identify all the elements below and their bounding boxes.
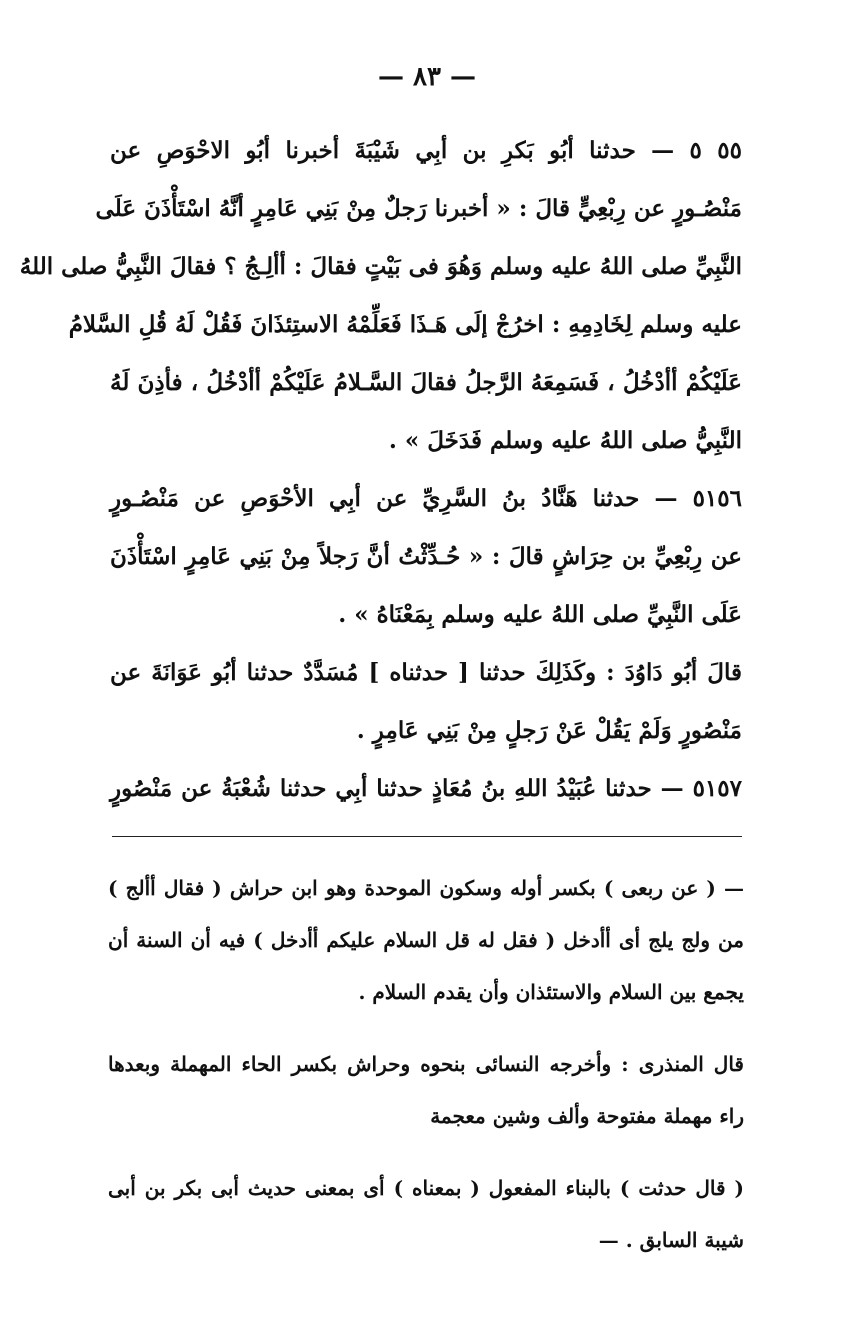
footnote-line-5: راء مهملة مفتوحة وألف وشين معجمة bbox=[430, 1104, 744, 1128]
hadith-5155-line-6: النَّبِيُّ صلى اللهُ عليه وسلم فَدَخَلَ » . bbox=[388, 427, 742, 454]
footnote-gap bbox=[108, 1142, 744, 1162]
footnote-line-7: شيبة السابق . — bbox=[598, 1228, 744, 1252]
footnote-line-6: ( قال حدثت ) بالبناء المفعول ( بمعناه ) أى بمعنى حديث أبى بكر بن أبى bbox=[108, 1176, 744, 1200]
footnote-line-4: قال المنذرى : وأخرجه النسائى بنحوه وحراش بكسر الحاء المهملة وبعدها bbox=[108, 1052, 744, 1076]
hadith-5155-line-1: ٥٥ ٥ — حدثنا أبُو بَكرِ بن أبِي شَيْبَةَ أخبرنا أبُو الاحْوَصِ عن bbox=[110, 137, 742, 164]
footnote-line-3: يجمع بين السلام والاستئذان وأن يقدم السلام . bbox=[358, 980, 744, 1004]
hadith-5156-line-2: عن رِبْعِيِّ بن حِرَاشٍ قالَ : « حُـدِّثْتُ أنَّ رَجلاً مِنْ بَنِي عَامِرٍ اسْتَأْذَنَ bbox=[110, 543, 742, 570]
hadith-text bbox=[19, 122, 742, 818]
footnote-gap bbox=[108, 1018, 744, 1038]
footnote-line-2: من ولج يلج أى أأدخل ( فقل له قل السلام عليكم أأدخل ) فيه أن السنة أن bbox=[108, 928, 744, 952]
hadith-5155-line-3: النَّبِيِّ صلى اللهُ عليه وسلم وَهُوَ فى بَيْتٍ فقالَ : أألِـجُ ؟ فقالَ النَّبِيُّ صلى اللهُ bbox=[19, 253, 742, 280]
abu-dawud-note-line-2: مَنْصُورٍ وَلَمْ يَقُلْ عَنْ رَجلٍ مِنْ بَنِي عَامِرٍ . bbox=[356, 717, 742, 744]
hadith-5155-line-5: عَلَيْكُمْ أأدْخُلُ ، فَسَمِعَهُ الرَّجلُ فقالَ السَّـلامُ عَلَيْكُمْ أأدْخُلُ ، فأذِنَ لَهُ bbox=[110, 369, 742, 396]
hadith-5156-line-1: ٥١٥٦ — حدثنا هَنَّادُ بنُ السَّرِيِّ عن أبِي الأحْوَصِ عن مَنْصُـورٍ bbox=[110, 485, 742, 512]
hadith-5155-line-2: مَنْصُـورٍ عن رِبْعِيٍّ قالَ : « أخبرنا رَجلٌ مِنْ بَنِي عَامِرٍ أنَّهُ اسْتَأْذَنَ عَلَى bbox=[95, 195, 742, 222]
footnote-line-1: — ( عن ربعى ) بكسر أوله وسكون الموحدة وهو ابن حراش ( فقال أألج ) bbox=[108, 876, 744, 900]
hadith-5156-line-3: عَلَى النَّبِيِّ صلى اللهُ عليه وسلم بِمَعْنَاهُ » . bbox=[338, 601, 742, 628]
hadith-5157-line-1: ٥١٥٧ — حدثنا عُبَيْدُ اللهِ بنُ مُعَاذٍ حدثنا أبِي حدثنا شُعْبَةُ عن مَنْصُورٍ bbox=[110, 775, 742, 802]
page-number: — ٨٣ — bbox=[377, 62, 477, 92]
hadith-5155-line-4: عليه وسلم لِخَادِمِهِ : اخرُجْ إلَى هَـذَا فَعَلِّمْهُ الاستِئذَانَ فَقُلْ لَهُ قُلِ السَّلامُ bbox=[68, 311, 742, 338]
footnotes bbox=[108, 862, 744, 1266]
abu-dawud-note-line-1: قالَ أبُو دَاوُدَ : وكَذَلِكَ حدثنا [ حدثناه ] مُسَدَّدٌ حدثنا أبُو عَوَانَةَ عن bbox=[110, 659, 742, 686]
footnote-divider bbox=[112, 836, 742, 837]
